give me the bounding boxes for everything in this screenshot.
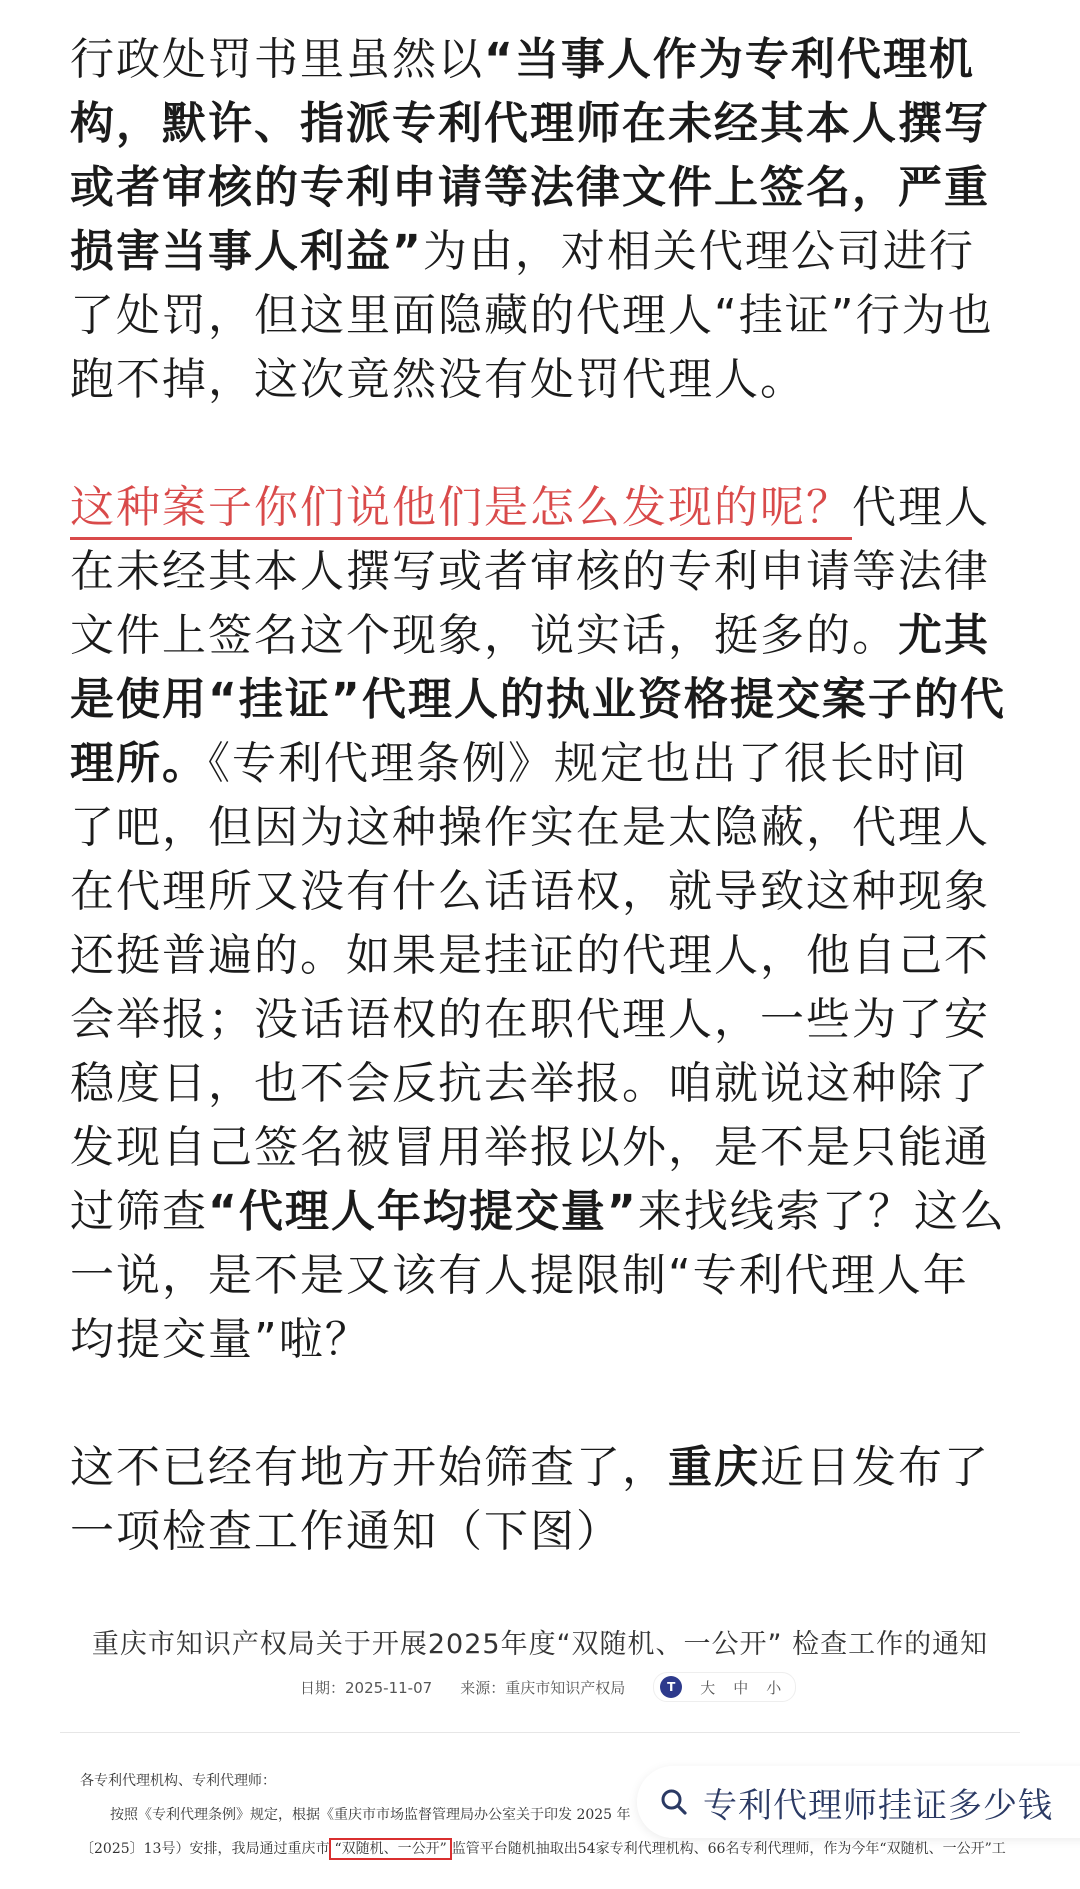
font-size-large[interactable]: 大 <box>700 1678 716 1697</box>
p1-text-1: 行政处罚书里虽然以 <box>70 34 484 85</box>
paragraph-2 <box>70 476 1010 1372</box>
related-search-pill[interactable] <box>637 1766 1080 1838</box>
notice-highlight-box: “双随机、一公开” <box>329 1838 451 1860</box>
font-size-medium[interactable]: 中 <box>733 1678 749 1697</box>
p3-text-1: 这不已经有地方开始筛查了， <box>70 1442 668 1493</box>
font-size-switcher <box>653 1672 796 1702</box>
notice-title: 重庆市知识产权局关于开展2025年度“双随机、一公开” 检查工作的通知 <box>91 1629 989 1660</box>
font-size-icon: T <box>660 1676 682 1698</box>
p2-text-1: 代理人在未经其本人撰写或者审核的专利申请等法律文件上签名这个现象，说实话，挺多的。 <box>70 482 990 661</box>
p1-text-2: 为由，对相关代理公司进行了处罚，但这里面隐藏的代理人“挂证”行为也跑不掉，这次竟然没有处罚代理人。 <box>70 226 994 405</box>
p3-bold-1: 重庆 <box>668 1442 760 1493</box>
notice-date: 日期：2025-11-07 <box>300 1678 433 1697</box>
paragraph-3 <box>70 1436 1010 1564</box>
article-body <box>70 28 1010 1564</box>
search-query-text: 专利代理师挂证多少钱 <box>703 1785 1053 1826</box>
p2-bold-2: “代理人年均提交量” <box>208 1186 638 1237</box>
notice-source: 来源：重庆市知识产权局 <box>460 1678 626 1697</box>
search-icon <box>659 1787 689 1817</box>
notice-divider <box>60 1732 1020 1733</box>
notice-meta <box>300 1672 796 1702</box>
p2-text-3: 来找线索了？这么一说，是不是又该有人提限制“专利代理人年均提交量”啦？ <box>70 1186 1006 1365</box>
notice-body-line-3 <box>80 1838 1006 1858</box>
notice-salutation: 各专利代理机构、专利代理师： <box>80 1773 276 1789</box>
p2-text-2: 《专利代理条例》规定也出了很长时间了吧，但因为这种操作实在是太隐蔽，代理人在代理所又没有什么话语权，就导致这种现象还挺普遍的。如果是挂证的代理人，他自己不会举报；没话语权的在职代理人，一些为了安稳度日，也不会反抗去举报。咱就说这种除了发现自己签名被冒用举报以外，是不是只能通过筛查 <box>70 738 990 1237</box>
notice-line3-a: 〔2025〕13号）安排，我局通过重庆市 <box>80 1841 330 1857</box>
notice-line3-b: 监管平台随机抽取出54家专利代理机构、66名专利代理师，作为今年“双随机、一公开”工 <box>451 1841 1006 1857</box>
notice-body-line-2: 按照《专利代理条例》规定，根据《重庆市市场监督管理局办公室关于印发 2025 年 <box>110 1807 631 1823</box>
font-size-small[interactable]: 小 <box>766 1678 782 1697</box>
p2-red-question: 这种案子你们说他们是怎么发现的呢？ <box>70 482 852 540</box>
notice-screenshot <box>0 1590 1080 1889</box>
p3-text-2: 近日发布了一项检查工作通知（下图） <box>70 1442 990 1557</box>
p1-bold-1: “当事人作为专利代理机构，默许、指派专利代理师在未经其本人撰写或者审核的专利申请等法律文件上签名，严重损害当事人利益” <box>70 34 990 277</box>
p2-bold-1: 尤其是使用“挂证”代理人的执业资格提交案子的代理所。 <box>70 610 1006 789</box>
paragraph-1 <box>70 28 1010 412</box>
